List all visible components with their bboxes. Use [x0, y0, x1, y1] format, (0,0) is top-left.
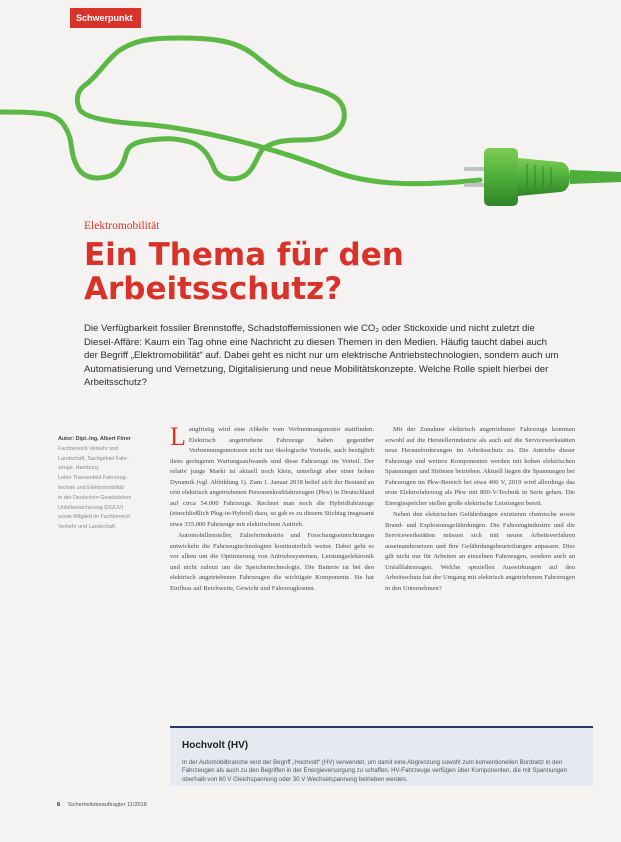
- byline-line: Leiter Themenfeld Fahrzeug-: [58, 475, 128, 482]
- body-paragraph: Mit der Zunahme elektrisch angetriebener Fahrzeuge kommen sowohl auf die Herstellerindustrie als auch auf die Servicewerkstätten neue Herausforderungen im Arbeitsschutz zu. Die Antriebe dieser Fahrzeuge und weitere Komponenten werden mit hohen elektrischen Spannungen und Strömen betrieben. Aktuell liegen die Spannungen bei Fahrzeugen im Pkw-Bereich bei etwa 400 V, 2019 wird allerdings das erste Elektrofahrzeug als Pkw mit 800-V-Technik in Serie gehen. Die Energiespeicher stellen große elektrische Leistungen bereit.: [385, 426, 575, 507]
- byline-line: sowie Mitglied im Fachbereich: [58, 514, 131, 521]
- byline-line: Fachbereich Verkehr und: [58, 445, 119, 452]
- page-footer: [57, 802, 147, 808]
- drop-cap: L: [170, 422, 186, 451]
- info-box: [170, 726, 593, 786]
- byline-line: Landschaft, Sachgebiet Fahr-: [58, 455, 129, 462]
- publication-name: Sicherheitsbeauftragter 11/2018: [67, 802, 147, 808]
- car-cable-icon: [0, 38, 480, 184]
- byline-line: in der Deutschen Gesetzlichen: [58, 494, 132, 501]
- article-kicker: Elektromobilität: [84, 220, 160, 232]
- article-lead: Die Verfügbarkeit fossiler Brennstoffe, Schadstoffemissionen wie CO₂ oder Stickoxide und nicht zuletzt die Diesel-Affäre: Kaum ein Tag ohne eine Nachricht zu diesen Themen in den Medien. Häufig taucht dabei auch der Begriff „Elektromobilität“ auf. Dabei geht es nicht nur um elektrische Antriebstechnologien, sondern auch um Automatisierung und Vernetzung, Digitalisierung und neue Mobilitätskonzepte. Welche Rolle spielt hierbei der Arbeitsschutz?: [84, 323, 559, 389]
- page-number: 6: [57, 802, 61, 808]
- byline-line: technik und Elektromobilität: [58, 484, 124, 491]
- info-box-title: Hochvolt (HV): [182, 740, 249, 751]
- author-name: Autor: Dipl.-Ing. Albert Förer: [58, 436, 131, 442]
- byline-line: Unfallversicherung (DGUV): [58, 504, 124, 511]
- body-column-1: [170, 422, 374, 595]
- byline-line: Verkehr und Landschaft: [58, 524, 115, 531]
- article-title: [84, 238, 504, 306]
- power-plug-icon: [484, 148, 518, 206]
- byline-line: zeuge, Hamburg;: [58, 465, 100, 472]
- section-tag: Schwerpunkt: [70, 8, 141, 28]
- body-paragraph: angfristig wird eine Abkehr vom Verbrennungsmotor stattfinden. Elektrisch angetriebene Fahrzeuge haben gegenüber Verbrennungsmotoren nicht nur ökologische Vorteile, auch bezüglich ihres geringeren Wartungsaufwands sind diese Fahrzeuge im Vorteil. Der relativ junge Markt ist aktuell noch klein, unterliegt aber einer hohen Dynamik (vgl. Abbildung 1). Zum 1. Januar 2018 belief sich der Bestand an rein elektrisch angetriebenen Personenkraftfahrzeugen (Pkw) in Deutschland auf circa 54.000 Fahrzeuge. Rechnet man noch die Hybridfahrzeuge (einschließlich Plug-in-Hybrid) dazu, so gab es zu diesem Stichtag insgesamt etwa 335.000 Fahrzeuge mit elektrischem Antrieb.: [170, 426, 374, 528]
- body-paragraph: Automobilhersteller, Zulieferindustrie und Forschungseinrichtungen entwickeln die Fahrzeugtechnologien kontinuierlich weiter. Dabei geht es vor allem um die Optimierung von Antriebssystemen, Leistungselektronik und nicht zuletzt um die Speichertechnologie. Die Batterie ist bei den elektrisch angetriebenen Fahrzeugen die wichtigste Komponente. Sie hat Einfluss auf Reichweite, Gewicht und Fahrzeugkosten.: [170, 532, 374, 592]
- hero-illustration: [0, 30, 621, 210]
- title-line-1: Ein Thema für den: [84, 237, 404, 273]
- body-paragraph: Neben den elektrischen Gefährdungen existieren chemische sowie Brand- und Explosionsgefährdungen. Die Fahrzeugindustrie und die Servicewerkstätten müssen sich mit neuen Arbeitsverfahren auseinandersetzen und ihre Gefährdungsbeurteilungen anpassen. Dies gilt nicht nur für Arbeiten an einzelnen Fahrzeugen, sondern auch an Unfallfahrzeugen. Welche speziellen Auswirkungen auf den Arbeitsschutz hat der Umgang mit elektrisch angetriebenen Fahrzeugen in den Unternehmen?: [385, 511, 575, 592]
- info-box-text: In der Automobilbranche wird der Begriff „Hochvolt“ (HV) verwendet, um damit eine Abgrenzung sowohl zum konventionellen Bordnetz in den Fahrzeugen als auch zu den Begriffen in der Energieversorgung zu schaffen. HV-Fahrzeuge verfügen über Komponenten, die mit Spannungen oberhalb von 60 V Gleichspannung oder 30 V Wechselspannung betrieben werden.: [182, 759, 567, 783]
- body-column-2: [385, 425, 575, 595]
- title-line-2: Arbeitsschutz?: [84, 271, 343, 307]
- author-byline: [58, 435, 158, 533]
